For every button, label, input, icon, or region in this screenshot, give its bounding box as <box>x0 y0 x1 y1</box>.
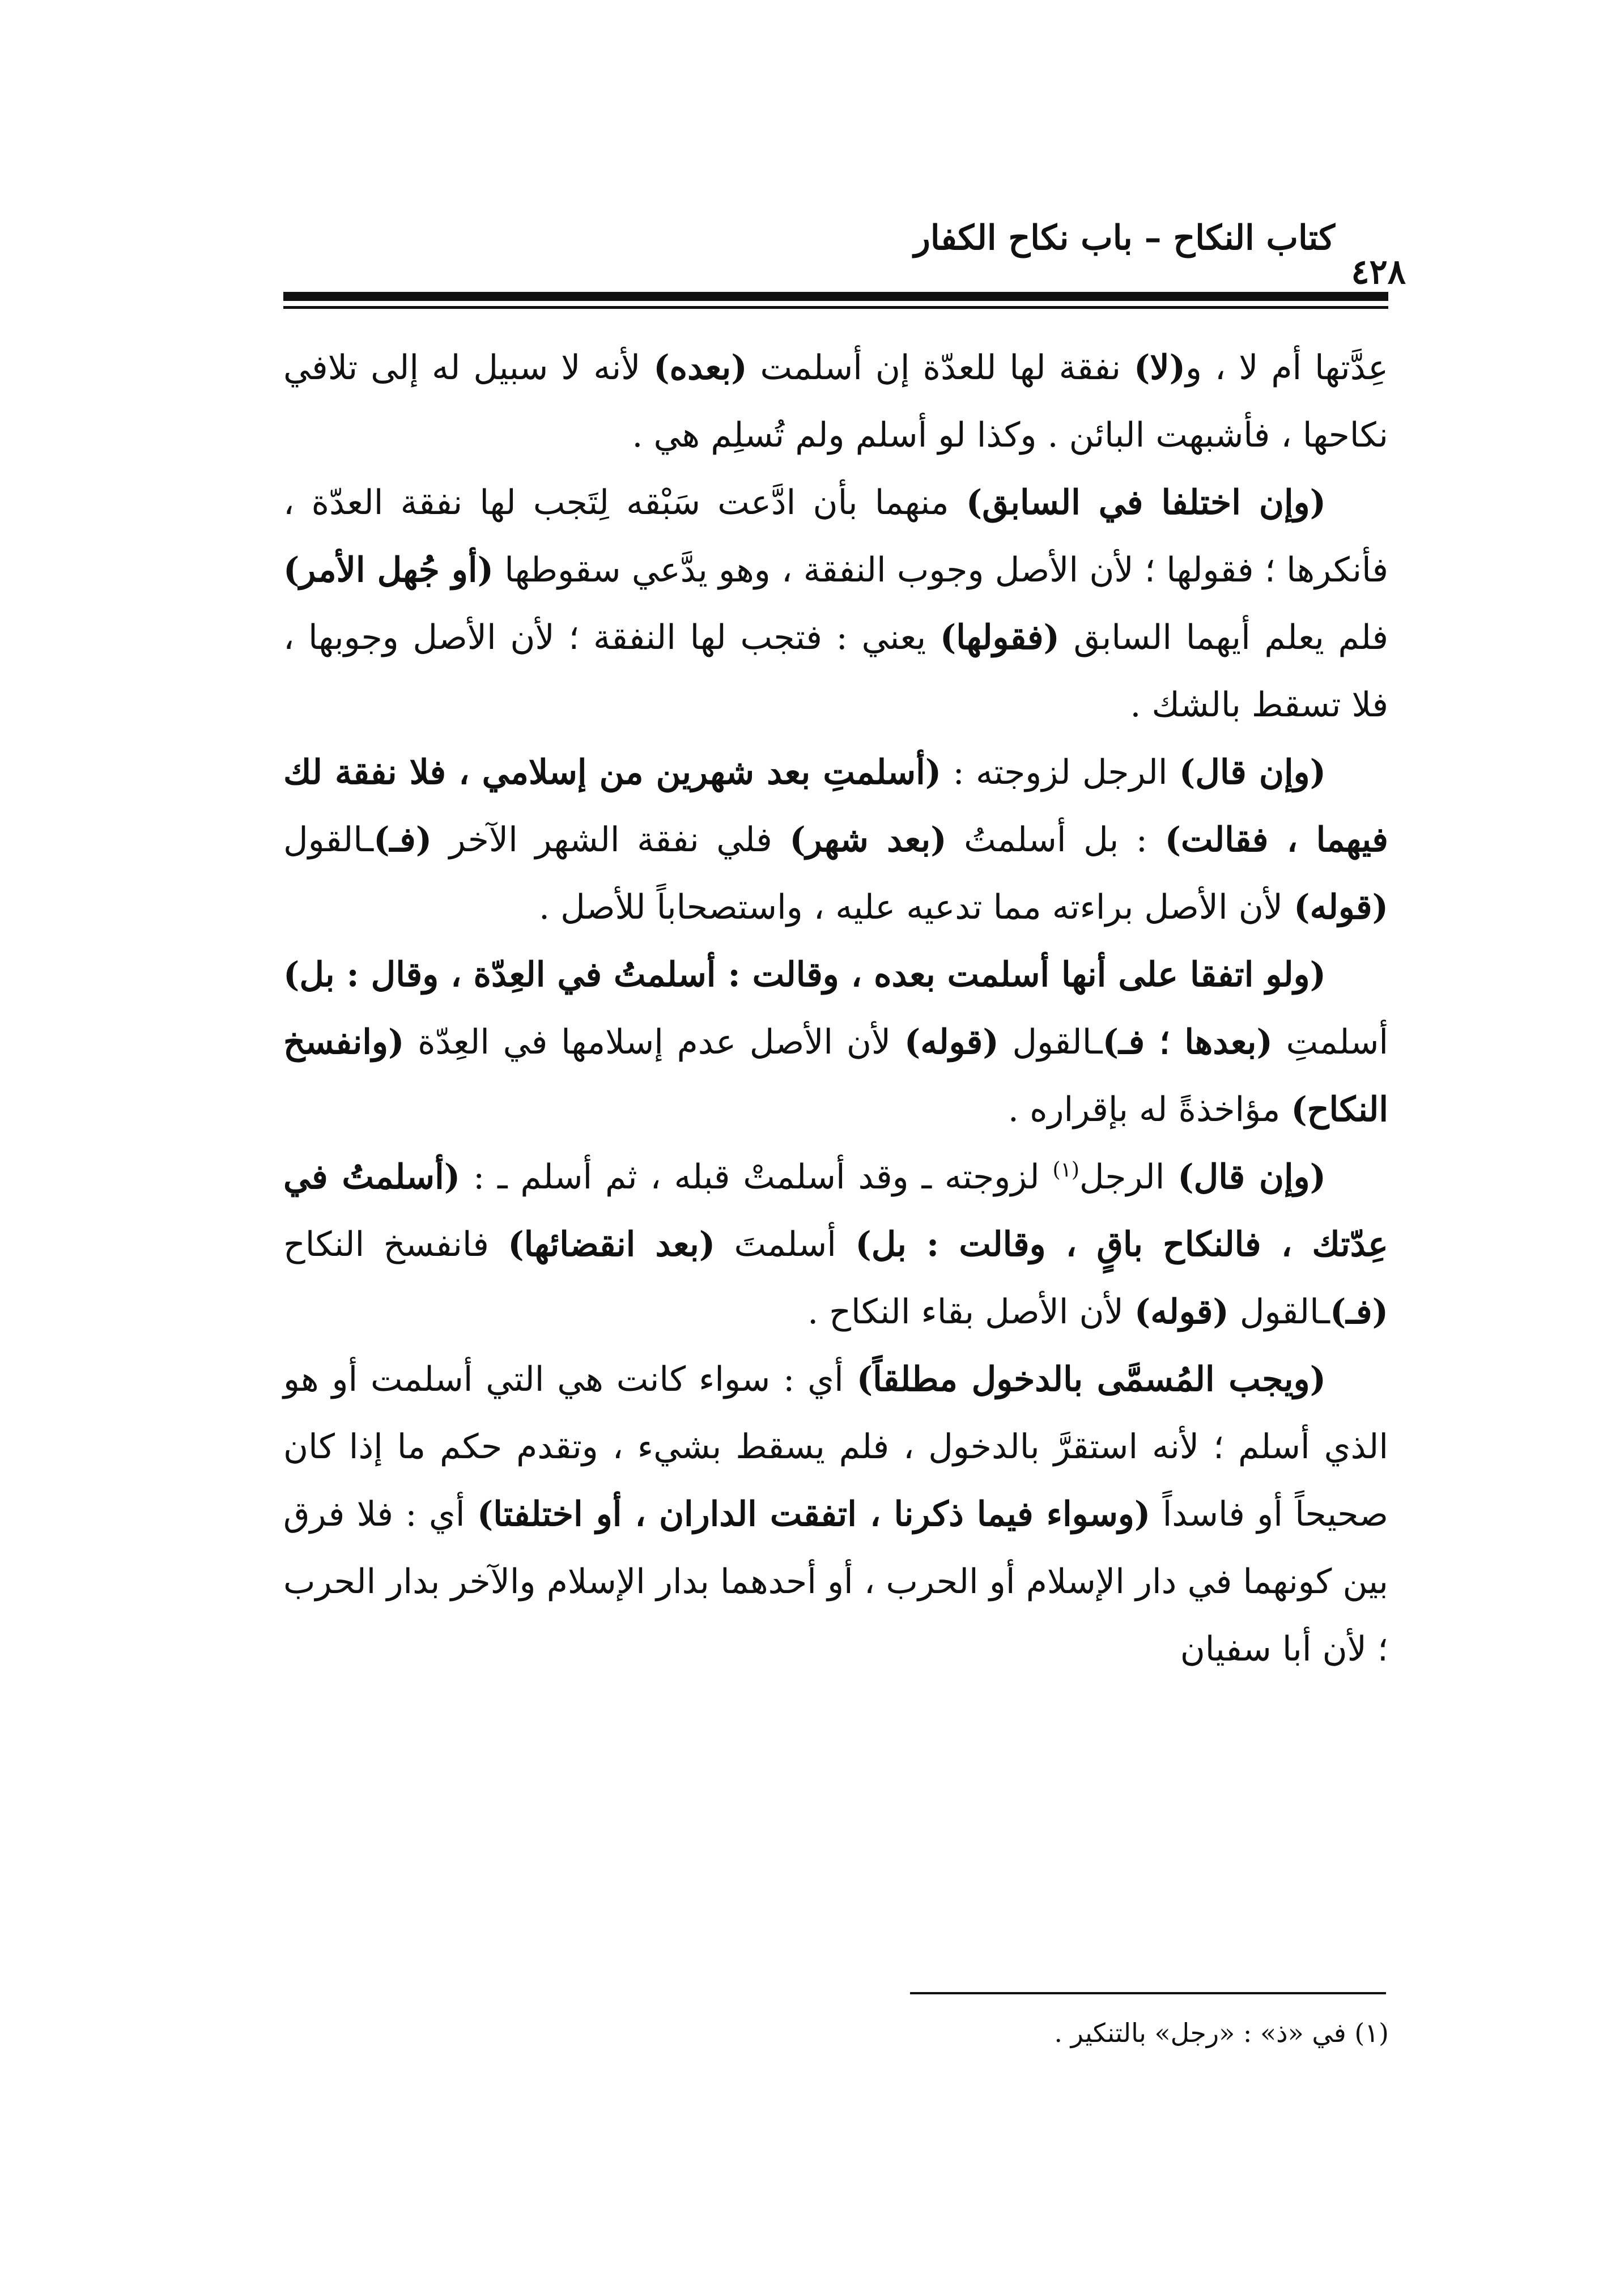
matn-text: (أسلمتُ في عِدّتك ، فالنكاح باقٍ ، وقالت : بل) <box>283 1157 1388 1264</box>
sharh-text: عِدَّتها أم لا ، و <box>1185 348 1388 388</box>
paragraph <box>283 469 1388 739</box>
footnote-separator <box>910 1992 1386 1994</box>
sharh-text: لأن الأصل بقاء النكاح . <box>807 1292 1134 1332</box>
sharh-text: أي : سواء كانت هي التي أسلمت أو هو الذي أسلم ؛ لأنه استقرَّ بالدخول ، فلم يسقط بشيء ، وتقدم حكم ما إذا كان صحيحاً أو فاسداً <box>283 1360 1388 1534</box>
header-rule-thick <box>283 292 1388 301</box>
matn-text: (قوله) <box>1294 888 1388 927</box>
paragraph <box>283 334 1388 469</box>
matn-text: (فـ) <box>373 820 432 860</box>
matn-text: (بعدها ؛ فـ) <box>1102 1022 1273 1062</box>
matn-text: (قوله) <box>1134 1292 1229 1332</box>
matn-text: (وإن قال) <box>1179 753 1326 792</box>
header-rule-thin <box>283 306 1388 309</box>
sharh-text: لأنه لا سبيل له إلى تلافي نكاحها ، فأشبهت البائن . وكذا لو أسلم ولم تُسلِم هي . <box>283 348 1388 455</box>
sharh-text: فلم يعلم أيهما السابق <box>1059 618 1389 657</box>
sharh-text: يعني : فتجب لها النفقة ؛ لأن الأصل وجوبها ، فلا تسقط بالشك . <box>283 618 1388 725</box>
matn-text: (لا) <box>1134 348 1186 388</box>
paragraph <box>283 1346 1388 1683</box>
matn-text: (وإن قال) <box>1177 1157 1326 1197</box>
sharh-text: ـالقول <box>998 1022 1103 1062</box>
sharh-text: لزوجته ـ وقد أسلمتْ قبله ، ثم أسلم ـ : <box>460 1157 1053 1197</box>
sharh-text: الرجل لزوجته : <box>941 753 1179 792</box>
paragraph <box>283 941 1388 1144</box>
matn-text: (فقولها) <box>939 618 1060 657</box>
sharh-text: أي : فلا فرق بين كونهما في دار الإسلام أو الحرب ، أو أحدهما بدار الإسلام والآخر بدار الحرب ؛ لأن أبا سفيان <box>283 1494 1388 1669</box>
matn-text: (أو جُهل الأمر) <box>283 550 494 590</box>
matn-text: (فـ) <box>1329 1292 1388 1332</box>
running-title: كتاب النكاح – باب نكاح الكفار <box>913 218 1335 258</box>
sharh-text: منهما بأن ادَّعت سَبْقه لِتَجب لها نفقة العدّة ، فأنكرها ؛ فقولها ؛ لأن الأصل وجوب النفقة ، وهو يدَّعي سقوطها <box>283 483 1388 590</box>
matn-text: (بعد شهر) <box>789 820 947 860</box>
sharh-text: : بل أسلمتُ <box>946 820 1165 860</box>
matn-text: (قوله) <box>904 1022 999 1062</box>
sharh-text: نفقة لها للعدّة إن أسلمت <box>747 348 1134 388</box>
paragraph <box>283 739 1388 941</box>
sharh-text: أسلمتَ <box>715 1225 856 1264</box>
sharh-text: مؤاخذةً له بإقراره . <box>1007 1090 1291 1129</box>
sharh-text: فانفسخ النكاح <box>283 1225 508 1264</box>
footnote: (١) في «ذ» : «رجل» بالتنكير . <box>1054 2018 1389 2048</box>
sharh-text: لأن الأصل براءته مما تدعيه عليه ، واستصحاباً للأصل . <box>538 888 1294 927</box>
matn-text: (وسواء فيما ذكرنا ، اتفقت الداران ، أو اختلفتا) <box>477 1494 1151 1534</box>
footnote-marker: (١) <box>1052 1158 1079 1182</box>
sharh-text: الرجل <box>1079 1157 1178 1197</box>
matn-text: (أسلمتِ بعد شهرين من إسلامي ، فلا نفقة لك فيهما ، فقالت) <box>283 753 1388 860</box>
matn-text: (بعده) <box>653 348 747 388</box>
matn-text: (ويجب المُسمَّى بالدخول مطلقاً) <box>856 1360 1326 1399</box>
sharh-text: ـالقول <box>1228 1292 1330 1332</box>
matn-text: (وانفسخ النكاح) <box>283 1022 1388 1129</box>
matn-text: (ولو اتفقا على أنها أسلمت بعده ، وقالت : أسلمتُ في العِدّة ، وقال : بل) <box>283 955 1326 995</box>
sharh-text: لأن الأصل عدم إسلامها في العِدّة <box>404 1022 904 1062</box>
sharh-text: أسلمتِ <box>1272 1022 1389 1062</box>
matn-text: (بعد انقضائها) <box>508 1225 716 1264</box>
main-text <box>283 334 1388 1683</box>
sharh-text: ـالقول <box>283 820 374 860</box>
matn-text: (وإن اختلفا في السابق) <box>966 483 1326 523</box>
paragraph <box>283 1144 1388 1346</box>
page-number: ٤٢٨ <box>1351 252 1406 292</box>
sharh-text: فلي نفقة الشهر الآخر <box>432 820 790 860</box>
